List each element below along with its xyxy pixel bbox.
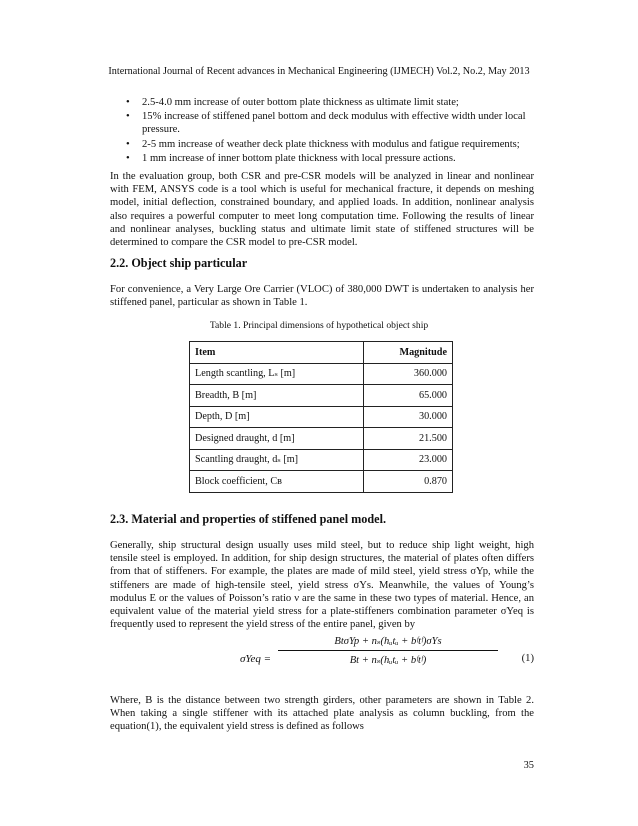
equation-numerator: BtσYp + nₛ(hᵤtᵤ + bᶠtᶠ)σYs bbox=[334, 636, 442, 647]
table-cell-magnitude: 360.000 bbox=[363, 363, 452, 385]
material-paragraph-block bbox=[110, 539, 534, 631]
principal-dimensions-table bbox=[189, 341, 453, 493]
table-header-magnitude: Magnitude bbox=[363, 342, 452, 364]
table-row bbox=[190, 471, 453, 493]
table-cell-item: Block coefficient, Cʙ bbox=[190, 471, 364, 493]
equation-lhs: σYeq = bbox=[240, 653, 272, 665]
bullet-item: • 2.5-4.0 mm increase of outer bottom plate thickness as ultimate limit state; bbox=[126, 96, 534, 109]
fraction-bar bbox=[278, 650, 498, 651]
table-row bbox=[190, 449, 453, 471]
table-cell-magnitude: 65.000 bbox=[363, 385, 452, 407]
equation-1 bbox=[110, 635, 534, 685]
table-cell-item: Scantling draught, dₛ [m] bbox=[190, 449, 364, 471]
table-row bbox=[190, 385, 453, 407]
equation-fraction bbox=[278, 635, 498, 666]
table-header-row bbox=[190, 342, 453, 364]
table-cell-magnitude: 21.500 bbox=[363, 428, 452, 450]
bullet-item: • 1 mm increase of inner bottom plate thickness with local pressure actions. bbox=[126, 152, 534, 165]
table-cell-magnitude: 23.000 bbox=[363, 449, 452, 471]
page-number: 35 bbox=[523, 760, 534, 771]
bullet-item: • 2-5 mm increase of weather deck plate thickness with modulus and fatigue requirements; bbox=[126, 138, 534, 151]
object-ship-paragraph: For convenience, a Very Large Ore Carrier (VLOC) of 380,000 DWT is undertaken to analysis her stiffened panel, particular as shown in Table 1. bbox=[110, 284, 534, 309]
section-heading-2-3: 2.3. Material and properties of stiffened panel model. bbox=[110, 512, 386, 526]
table-cell-item: Designed draught, d [m] bbox=[190, 428, 364, 450]
equation-number: (1) bbox=[521, 653, 534, 664]
requirements-bullet-list bbox=[126, 96, 534, 166]
after-equation-paragraph: Where, B is the distance between two strength girders, other parameters are shown in Table 2. When taking a single stiffener with its attached plate analysis as column buckling, from the equation(1), the equivalent yield stress is defined as follows bbox=[110, 695, 534, 733]
object-ship-paragraph-block bbox=[110, 283, 534, 309]
table-cell-magnitude: 0.870 bbox=[363, 471, 452, 493]
table-row bbox=[190, 363, 453, 385]
table-caption: Table 1. Principal dimensions of hypothetical object ship bbox=[209, 320, 429, 331]
table-cell-item: Length scantling, Lₛ [m] bbox=[190, 363, 364, 385]
table-cell-item: Depth, D [m] bbox=[190, 406, 364, 428]
table-header-item: Item bbox=[190, 342, 364, 364]
equation-denominator: Bt + nₛ(hᵤtᵤ + bᶠtᶠ) bbox=[349, 655, 427, 666]
after-equation-paragraph-block bbox=[110, 694, 534, 734]
evaluation-paragraph: In the evaluation group, both CSR and pre-CSR models will be analyzed in linear and nonlinear with FEM, ANSYS code is a tool which is useful for mechanical fracture, it depends on meshing model, initial deflection, constrained boundary, and applied loads. In addition, nonlinear analysis also requires a powerful computer to meet long computation time. Following the results of linear and nonlinear analyses, buckling status and ultimate limit state of stiffened structures will be determined to compare the CSR model to pre-CSR model. bbox=[110, 171, 534, 249]
material-paragraph: Generally, ship structural design usually uses mild steel, but to reduce ship light weight, high tensile steel is employed. In addition, for ship design structures, the material of plates often differs from that of stiffeners. For example, the plates are made of mild steel, yield stress σYp, while the stiffeners are made of high-tensile steel, yield stress σYs. Meanwhile, the values of Young’s modulus E or the values of Poisson’s ratio ν are the same in these two types of material. Hence, an equivalent value of the material yield stress for a plate-stiffeners combination parameter σYeq is frequently used to represent the yield stress of the entire panel, given by bbox=[110, 540, 534, 631]
running-header: International Journal of Recent advances in Mechanical Engineering (IJMECH) Vol.2, No.2, May 2013 bbox=[108, 66, 530, 77]
table-row bbox=[190, 428, 453, 450]
section-heading-2-2: 2.2. Object ship particular bbox=[110, 256, 248, 270]
evaluation-paragraph-block bbox=[110, 170, 534, 249]
bullet-item: • 15% increase of stiffened panel bottom and deck modulus with effective width under local pressure. bbox=[126, 110, 534, 136]
table-cell-item: Breadth, B [m] bbox=[190, 385, 364, 407]
table-row bbox=[190, 406, 453, 428]
table-cell-magnitude: 30.000 bbox=[363, 406, 452, 428]
